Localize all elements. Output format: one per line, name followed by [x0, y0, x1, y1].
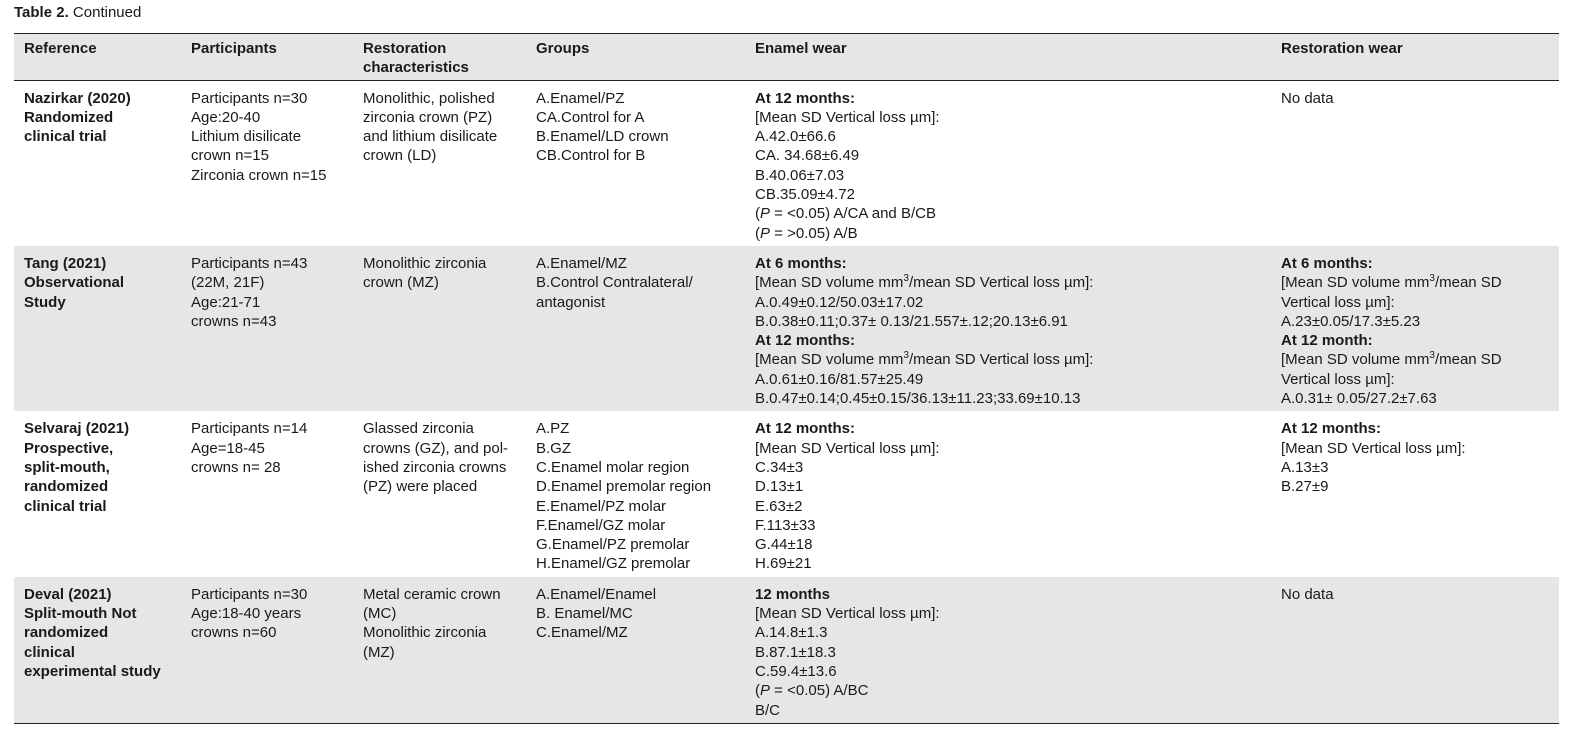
cell-enamel-wear: At 12 months: [Mean SD Vertical loss µm]: A.42.0±66.6 CA. 34.68±6.49 B.40.06±7.03 CB.35.09±4.72 (P = <0.05) A/CA and B/CB (P = >0.05) A/B	[755, 89, 940, 242]
header-participants: Participants	[191, 40, 277, 57]
cell-restoration-wear: At 6 months: [Mean SD volume $mm^3$/mean SD Vertical loss µm]: A.23±0.05/17.3±5.23 At 12 month: [Mean SD volume $mm^3$/mean SD Vertical loss µm]: A.0.31± 0.05/27.2±7.63	[1281, 254, 1502, 408]
cell-enamel-wear: 12 months [Mean SD Vertical loss µm]: A.14.8±1.3 B.87.1±18.3 C.59.4±13.6 (P = <0.05) A/BC B/C	[755, 585, 940, 719]
data-table	[14, 33, 1559, 724]
cell-participants: Participants n=30 Age:20-40 Lithium disilicate crown n=15 Zirconia crown n=15	[191, 89, 327, 184]
cell-restoration: Monolithic, polished zirconia crown (PZ) and lithium disilicate crown (LD)	[363, 89, 498, 165]
cell-groups: A.Enamel/MZ B.Control Contralateral/ antagonist	[536, 254, 693, 311]
cell-groups: A.Enamel/Enamel B. Enamel/MC C.Enamel/MZ	[536, 585, 657, 642]
cell-restoration: Metal ceramic crown (MC) Monolithic zirconia (MZ)	[363, 585, 501, 661]
cell-restoration-wear: At 12 months: [Mean SD Vertical loss µm]: A.13±3 B.27±9	[1281, 420, 1466, 496]
table-caption	[14, 4, 141, 21]
cell-restoration: Monolithic zirconia crown (MZ)	[363, 254, 487, 292]
header-reference: Reference	[24, 40, 97, 57]
cell-reference: Selvaraj (2021) Prospective, split-mouth, randomized clinical trial	[24, 420, 130, 515]
header-row	[14, 34, 1559, 81]
header-enamel-wear: Enamel wear	[755, 40, 847, 57]
cell-groups: A.PZ B.GZ C.Enamel molar region D.Enamel premolar region E.Enamel/PZ molar F.Enamel/GZ molar G.Enamel/PZ premolar H.Enamel/GZ premolar	[536, 420, 712, 573]
cell-reference: Tang (2021) Observational Study	[24, 254, 125, 311]
cell-participants: Participants n=43 (22M, 21F) Age:21-71 crowns n=43	[191, 254, 308, 330]
cell-participants: Participants n=30 Age:18-40 years crowns n=60	[191, 585, 308, 642]
cell-enamel-wear: At 6 months: [Mean SD volume $mm^3$/mean SD Vertical loss µm]: A.0.49±0.12/50.03±17.02 B.0.38±0.11;0.37± 0.13/21.557±.12;20.13±6.91 At 12 months: [Mean SD volume $mm^3$/mean SD Vertical loss µm]: A.0.61±0.16/81.57±25.49 B.0.47±0.14;0.45±0.15/36.13±11.23;33.69±10.13	[755, 254, 1094, 408]
table-row	[14, 80, 1559, 246]
table-row	[14, 577, 1559, 724]
cell-reference: Nazirkar (2020) Randomized clinical trial	[24, 89, 131, 146]
cell-enamel-wear: At 12 months: [Mean SD Vertical loss µm]: C.34±3 D.13±1 E.63±2 F.113±33 G.44±18 H.69±21	[755, 420, 940, 573]
cell-restoration-wear: No data	[1281, 585, 1334, 603]
table-caption-text: Continued	[72, 4, 142, 21]
table-label: Table 2.	[14, 4, 69, 21]
header-restoration: Restoration characteristics	[363, 40, 469, 77]
cell-reference: Deval (2021) Split-mouth Not randomized clinical experimental study	[24, 585, 161, 680]
header-restoration-wear: Restoration wear	[1281, 40, 1403, 57]
cell-restoration-wear: No data	[1281, 89, 1334, 107]
cell-groups: A.Enamel/PZ CA.Control for A B.Enamel/LD crown CB.Control for B	[536, 89, 669, 165]
cell-restoration: Glassed zirconia crowns (GZ), and pol- ished zirconia crowns (PZ) were placed	[363, 420, 509, 496]
header-groups: Groups	[536, 40, 590, 57]
table-row	[14, 246, 1559, 411]
cell-participants: Participants n=14 Age=18-45 crowns n= 28	[191, 420, 308, 476]
table-row	[14, 411, 1559, 576]
